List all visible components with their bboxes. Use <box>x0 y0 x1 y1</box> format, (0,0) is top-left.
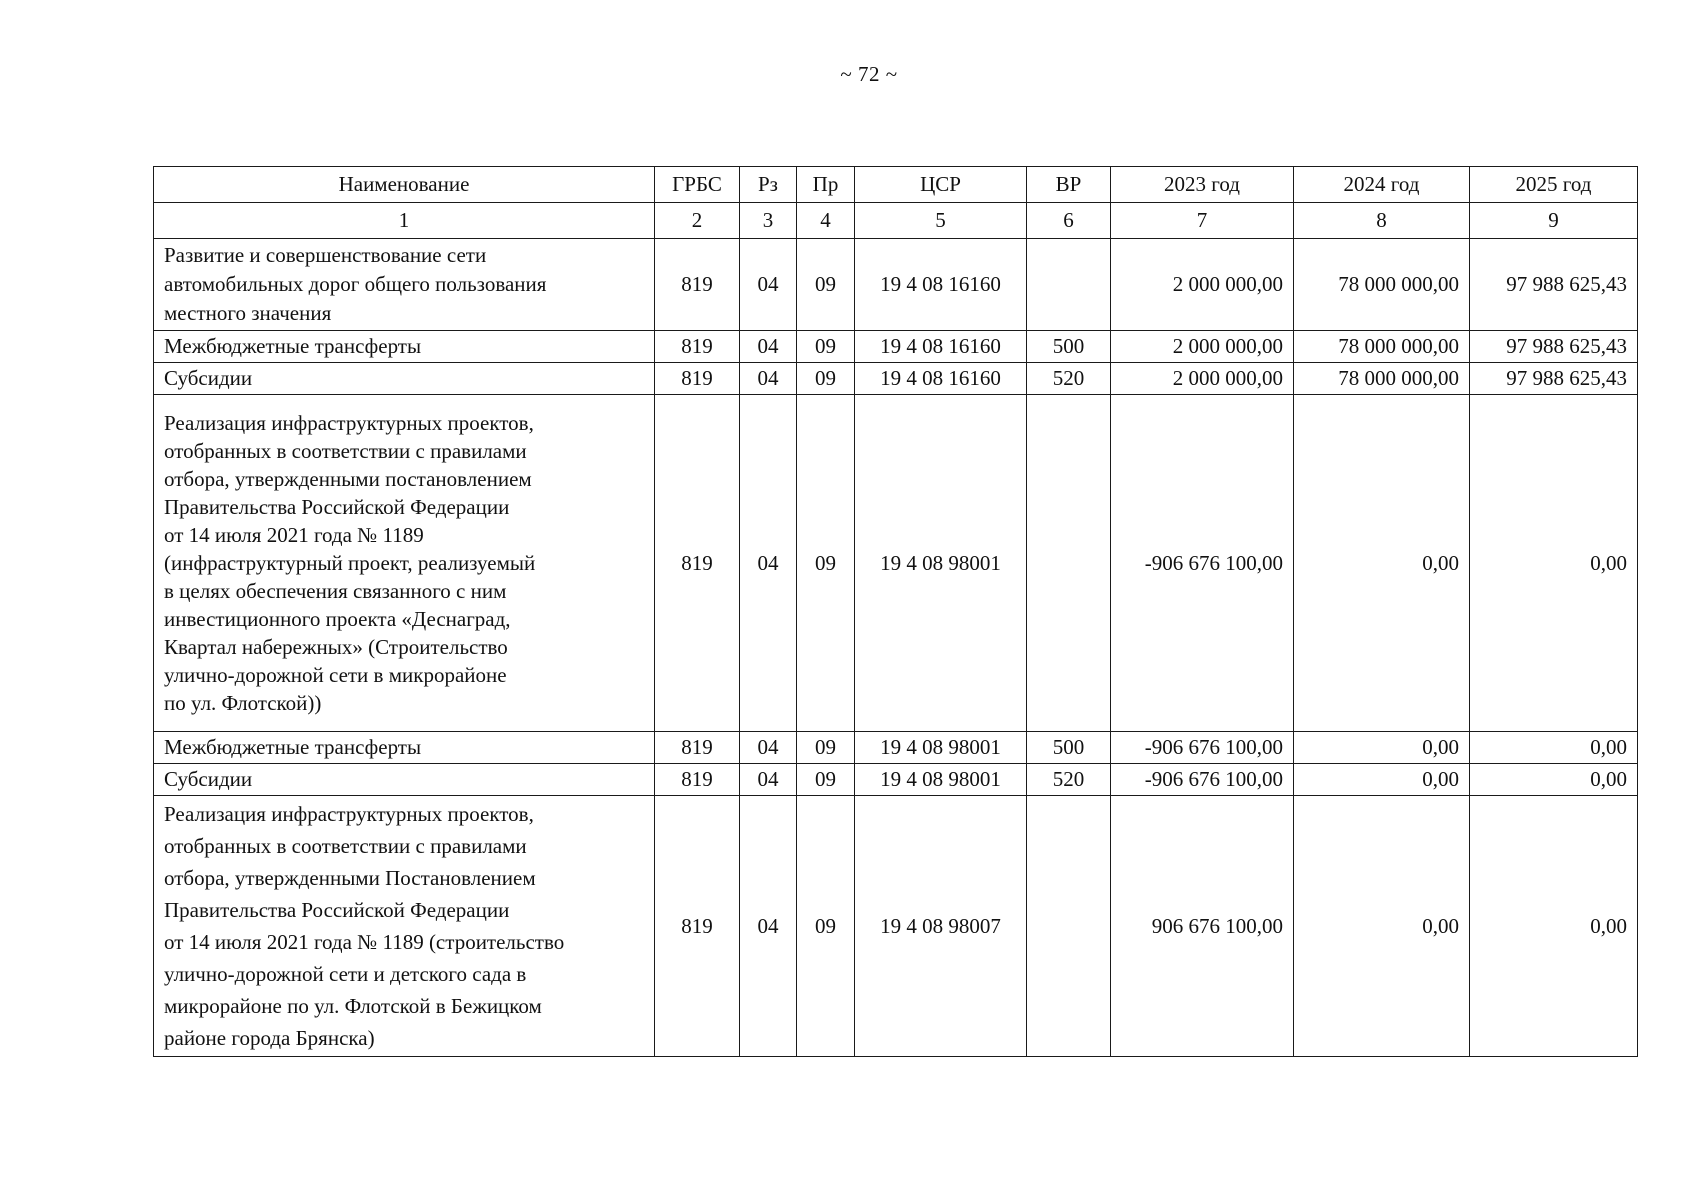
grbs-cell: 819 <box>655 363 740 395</box>
table-row <box>154 764 1638 796</box>
name-line: районе города Брянска) <box>164 1026 375 1050</box>
name-line: Развитие и совершенствование сети <box>164 243 487 267</box>
name-line: (инфраструктурный проект, реализуемый <box>164 551 536 575</box>
name-line: от 14 июля 2021 года № 1189 <box>164 523 424 547</box>
budget-table <box>153 166 1638 1057</box>
vr-cell <box>1027 395 1111 732</box>
rz-cell: 04 <box>740 395 797 732</box>
name-line: улично-дорожной сети и детского сада в <box>164 962 527 986</box>
name-line: от 14 июля 2021 года № 1189 (строительство <box>164 930 565 954</box>
header-grbs: ГРБС <box>655 167 740 203</box>
amount-2023-cell: -906 676 100,00 <box>1111 395 1294 732</box>
column-number: 3 <box>740 203 797 239</box>
csr-cell: 19 4 08 98001 <box>855 732 1027 764</box>
header-2023: 2023 год <box>1111 167 1294 203</box>
amount-2023-cell: -906 676 100,00 <box>1111 764 1294 796</box>
amount-2025-cell: 0,00 <box>1470 395 1638 732</box>
table-row <box>154 239 1638 331</box>
table-row <box>154 732 1638 764</box>
amount-2024-cell: 0,00 <box>1294 732 1470 764</box>
csr-cell: 19 4 08 98007 <box>855 796 1027 1057</box>
rz-cell: 04 <box>740 331 797 363</box>
name-line: Межбюджетные трансферты <box>164 334 422 358</box>
amount-2025-cell: 0,00 <box>1470 764 1638 796</box>
grbs-cell: 819 <box>655 331 740 363</box>
table-row <box>154 331 1638 363</box>
csr-cell: 19 4 08 16160 <box>855 331 1027 363</box>
rz-cell: 04 <box>740 764 797 796</box>
vr-cell: 500 <box>1027 732 1111 764</box>
table-row <box>154 363 1638 395</box>
vr-cell <box>1027 239 1111 331</box>
header-csr: ЦСР <box>855 167 1027 203</box>
amount-2024-cell: 0,00 <box>1294 395 1470 732</box>
name-line: Субсидии <box>164 366 253 390</box>
header-2025: 2025 год <box>1470 167 1638 203</box>
name-line: по ул. Флотской)) <box>164 691 322 715</box>
row-name-cell <box>154 732 655 764</box>
header-rz: Рз <box>740 167 797 203</box>
page-number: ~ 72 ~ <box>840 62 898 86</box>
rz-cell: 04 <box>740 732 797 764</box>
name-line: отобранных в соответствии с правилами <box>164 834 527 858</box>
vr-cell <box>1027 796 1111 1057</box>
grbs-cell: 819 <box>655 796 740 1057</box>
column-number: 6 <box>1027 203 1111 239</box>
grbs-cell: 819 <box>655 764 740 796</box>
pr-cell: 09 <box>797 239 855 331</box>
amount-2024-cell: 78 000 000,00 <box>1294 239 1470 331</box>
rz-cell: 04 <box>740 239 797 331</box>
amount-2025-cell: 97 988 625,43 <box>1470 331 1638 363</box>
amount-2024-cell: 0,00 <box>1294 796 1470 1057</box>
column-number: 5 <box>855 203 1027 239</box>
column-number: 9 <box>1470 203 1638 239</box>
row-name-cell <box>154 331 655 363</box>
amount-2023-cell: 906 676 100,00 <box>1111 796 1294 1057</box>
amount-2025-cell: 0,00 <box>1470 796 1638 1057</box>
row-name-cell <box>154 395 655 732</box>
column-number: 8 <box>1294 203 1470 239</box>
column-number: 7 <box>1111 203 1294 239</box>
grbs-cell: 819 <box>655 239 740 331</box>
pr-cell: 09 <box>797 395 855 732</box>
amount-2023-cell: -906 676 100,00 <box>1111 732 1294 764</box>
name-line: отбора, утвержденными постановлением <box>164 467 532 491</box>
row-name-cell <box>154 239 655 331</box>
header-pr: Пр <box>797 167 855 203</box>
name-line: автомобильных дорог общего пользования <box>164 272 547 296</box>
row-name-cell <box>154 796 655 1057</box>
name-line: отбора, утвержденными Постановлением <box>164 866 536 890</box>
name-line: в целях обеспечения связанного с ним <box>164 579 507 603</box>
amount-2025-cell: 97 988 625,43 <box>1470 363 1638 395</box>
row-name-cell <box>154 363 655 395</box>
amount-2024-cell: 78 000 000,00 <box>1294 363 1470 395</box>
csr-cell: 19 4 08 98001 <box>855 764 1027 796</box>
rz-cell: 04 <box>740 363 797 395</box>
amount-2024-cell: 0,00 <box>1294 764 1470 796</box>
name-line: Правительства Российской Федерации <box>164 495 510 519</box>
csr-cell: 19 4 08 98001 <box>855 395 1027 732</box>
csr-cell: 19 4 08 16160 <box>855 239 1027 331</box>
name-line: инвестиционного проекта «Деснаград, <box>164 607 511 631</box>
name-line: микрорайоне по ул. Флотской в Бежицком <box>164 994 542 1018</box>
name-line: Реализация инфраструктурных проектов, <box>164 411 534 435</box>
header-vr: ВР <box>1027 167 1111 203</box>
column-number: 1 <box>154 203 655 239</box>
amount-2025-cell: 97 988 625,43 <box>1470 239 1638 331</box>
header-row <box>154 167 1638 203</box>
pr-cell: 09 <box>797 732 855 764</box>
table-row <box>154 796 1638 1057</box>
pr-cell: 09 <box>797 363 855 395</box>
csr-cell: 19 4 08 16160 <box>855 363 1027 395</box>
vr-cell: 520 <box>1027 764 1111 796</box>
name-line: Правительства Российской Федерации <box>164 898 510 922</box>
column-number: 2 <box>655 203 740 239</box>
amount-2023-cell: 2 000 000,00 <box>1111 331 1294 363</box>
name-line: Субсидии <box>164 767 253 791</box>
name-line: отобранных в соответствии с правилами <box>164 439 527 463</box>
amount-2025-cell: 0,00 <box>1470 732 1638 764</box>
header-name: Наименование <box>154 167 655 203</box>
pr-cell: 09 <box>797 764 855 796</box>
header-2024: 2024 год <box>1294 167 1470 203</box>
name-line: Межбюджетные трансферты <box>164 735 422 759</box>
vr-cell: 500 <box>1027 331 1111 363</box>
column-number-row <box>154 203 1638 239</box>
name-line: Квартал набережных» (Строительство <box>164 635 508 659</box>
column-number: 4 <box>797 203 855 239</box>
amount-2023-cell: 2 000 000,00 <box>1111 363 1294 395</box>
name-line: местного значения <box>164 301 332 325</box>
amount-2024-cell: 78 000 000,00 <box>1294 331 1470 363</box>
grbs-cell: 819 <box>655 732 740 764</box>
pr-cell: 09 <box>797 331 855 363</box>
amount-2023-cell: 2 000 000,00 <box>1111 239 1294 331</box>
grbs-cell: 819 <box>655 395 740 732</box>
row-name-cell <box>154 764 655 796</box>
name-line: улично-дорожной сети в микрорайоне <box>164 663 507 687</box>
vr-cell: 520 <box>1027 363 1111 395</box>
pr-cell: 09 <box>797 796 855 1057</box>
rz-cell: 04 <box>740 796 797 1057</box>
table-row <box>154 395 1638 732</box>
name-line: Реализация инфраструктурных проектов, <box>164 802 534 826</box>
